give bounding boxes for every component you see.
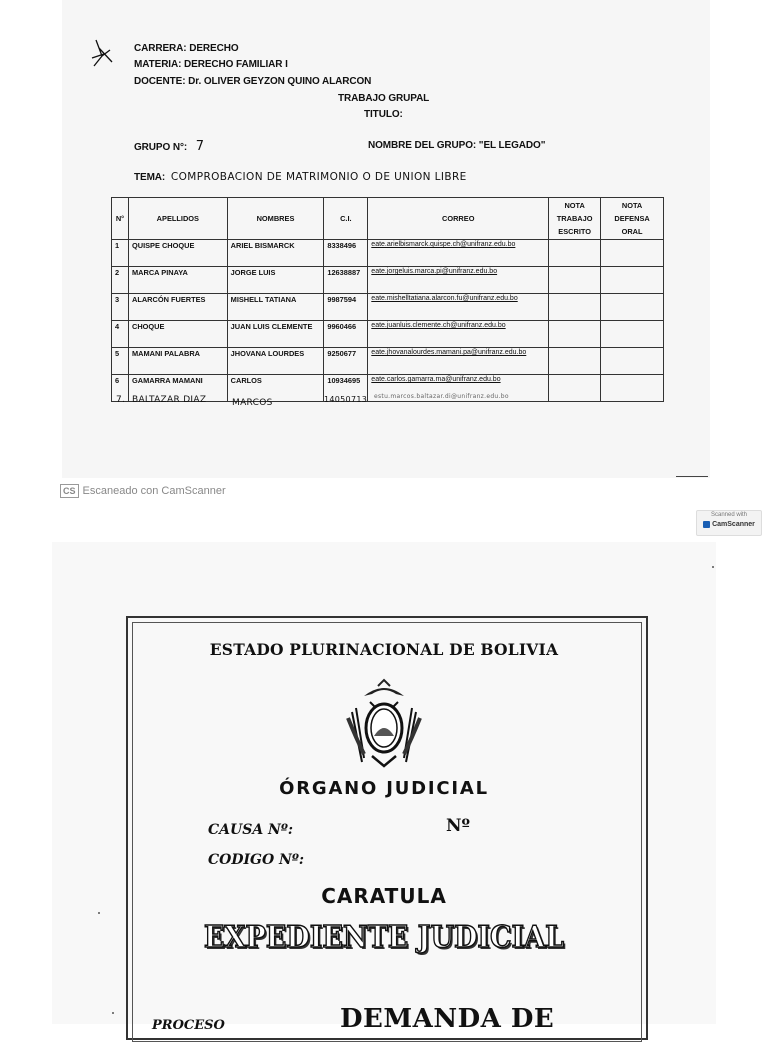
cell-nombres: JHOVANA LOURDES [227, 348, 324, 375]
cell-nombres: JUAN LUIS CLEMENTE [227, 321, 324, 348]
table-row [112, 294, 664, 321]
cell-n: 3 [112, 294, 129, 321]
signature-mark [90, 36, 116, 72]
carrera-line: CARRERA: DERECHO [134, 43, 239, 54]
handwritten-ci: 14050713 [324, 395, 368, 404]
table-row [112, 348, 664, 375]
cell-ci: 8338496 [324, 240, 368, 267]
trabajo-grupal-heading: TRABAJO GRUPAL [338, 93, 430, 104]
scan-mark [676, 476, 708, 477]
camscanner-brand [697, 520, 761, 529]
members-table [111, 197, 664, 402]
group-worksheet-page [62, 0, 710, 478]
cell-nota [549, 321, 601, 348]
camscanner-text: Escaneado con CamScanner [82, 485, 226, 497]
cell-n: 4 [112, 321, 129, 348]
caratula-heading: CARATULA [321, 884, 447, 908]
cell-nota [549, 267, 601, 294]
docente-line: DOCENTE: Dr. OLIVER GEYZON QUINO ALARCON [134, 76, 372, 87]
col-header: N° [112, 198, 129, 240]
cell-n: 6 [112, 375, 129, 402]
cell-nota [549, 294, 601, 321]
scan-speck [112, 1012, 114, 1014]
bolivia-coat-of-arms-icon [334, 678, 434, 772]
cell-apellidos: MAMANI PALABRA [128, 348, 227, 375]
scan-speck [712, 566, 714, 568]
cell-apellidos: MARCA PINAYA [128, 267, 227, 294]
col-header: CORREO [368, 198, 549, 240]
cell-nota [601, 375, 664, 402]
table-row [112, 267, 664, 294]
demanda-heading: DEMANDA DE [340, 1004, 555, 1034]
caratula-page [52, 542, 716, 1034]
handwritten-apellidos: BALTAZAR DIAZ [132, 395, 207, 405]
cell-nota [549, 240, 601, 267]
tema-text: COMPROBACION DE MATRIMONIO O DE UNION LIBRE [170, 171, 467, 183]
camscanner-brand-text: CamScanner [712, 521, 755, 528]
tema-line [134, 171, 467, 183]
scan-speck [98, 912, 100, 914]
cell-correo: eate.juanluis.clemente.ch@unifranz.edu.bo [368, 321, 549, 348]
causa-label: CAUSA Nº: [208, 822, 294, 838]
cell-correo: eate.jorgeluis.marca.pi@unifranz.edu.bo [368, 267, 549, 294]
col-header: C.I. [324, 198, 368, 240]
cell-ci: 10934695 [324, 375, 368, 402]
numero-label: Nº [446, 816, 471, 836]
cell-nota [549, 375, 601, 402]
cell-nombres: ARIEL BISMARCK [227, 240, 324, 267]
cell-nombres: MISHELL TATIANA [227, 294, 324, 321]
cell-ci: 12638887 [324, 267, 368, 294]
cell-nota [601, 321, 664, 348]
cell-nota [601, 240, 664, 267]
cell-correo: eate.carlos.gamarra.ma@unifranz.edu.bo [368, 375, 549, 402]
proceso-label: PROCESO [152, 1018, 225, 1033]
cell-apellidos: CHOQUE [128, 321, 227, 348]
cell-n: 5 [112, 348, 129, 375]
grupo-number: 7 [195, 139, 205, 154]
col-header: NOTA DEFENSA ORAL [601, 198, 664, 240]
cell-apellidos: QUISPE CHOQUE [128, 240, 227, 267]
cell-n: 2 [112, 267, 129, 294]
grupo-label: GRUPO N°: [134, 142, 188, 153]
expediente-judicial-title: EXPEDIENTE JUDICIAL [203, 920, 565, 955]
cell-ci: 9250677 [324, 348, 368, 375]
cell-nombres: CARLOS [227, 375, 324, 402]
handwritten-correo: estu.marcos.baltazar.di@unifranz.edu.bo [374, 393, 509, 400]
organo-judicial-heading: ÓRGANO JUDICIAL [279, 778, 489, 799]
table-header-row [112, 198, 664, 240]
col-header: NOMBRES [227, 198, 324, 240]
materia-line: MATERIA: DERECHO FAMILIAR I [134, 59, 288, 70]
scanned-with-text: Scanned with [710, 512, 748, 518]
cell-nota [601, 294, 664, 321]
scanned-with-badge [696, 510, 762, 536]
cell-nota [549, 348, 601, 375]
cell-correo: eate.arielbismarck.quispe.ch@unifranz.edu.bo [368, 240, 549, 267]
camscanner-watermark [60, 484, 226, 498]
camscanner-logo-icon: CS [60, 484, 79, 498]
cell-ci: 9960466 [324, 321, 368, 348]
cell-apellidos: ALARCÓN FUERTES [128, 294, 227, 321]
table-row [112, 240, 664, 267]
cell-n: 1 [112, 240, 129, 267]
cell-apellidos: GAMARRA MAMANI [128, 375, 227, 402]
handwritten-row-number: 7. [116, 395, 126, 405]
cell-nombres: JORGE LUIS [227, 267, 324, 294]
col-header: NOTA TRABAJO ESCRITO [549, 198, 601, 240]
titulo-label: TITULO: [364, 109, 403, 120]
col-header: APELLIDOS [128, 198, 227, 240]
handwritten-nombres: MARCOS [232, 398, 273, 408]
cell-nota [601, 348, 664, 375]
cell-correo: eate.jhovanalourdes.mamani.pa@unifranz.edu.bo [368, 348, 549, 375]
grupo-line [134, 139, 204, 154]
cell-nota [601, 267, 664, 294]
table-row [112, 321, 664, 348]
nombre-grupo-line: NOMBRE DEL GRUPO: "EL LEGADO" [368, 140, 546, 151]
camscanner-icon [703, 521, 710, 528]
codigo-label: CODIGO Nº: [208, 852, 305, 868]
cell-correo: eate.mishelltatiana.alarcon.fu@unifranz.edu.bo [368, 294, 549, 321]
cell-ci: 9987594 [324, 294, 368, 321]
tema-label: TEMA: [134, 172, 166, 183]
estado-heading: ESTADO PLURINACIONAL DE BOLIVIA [209, 640, 559, 659]
